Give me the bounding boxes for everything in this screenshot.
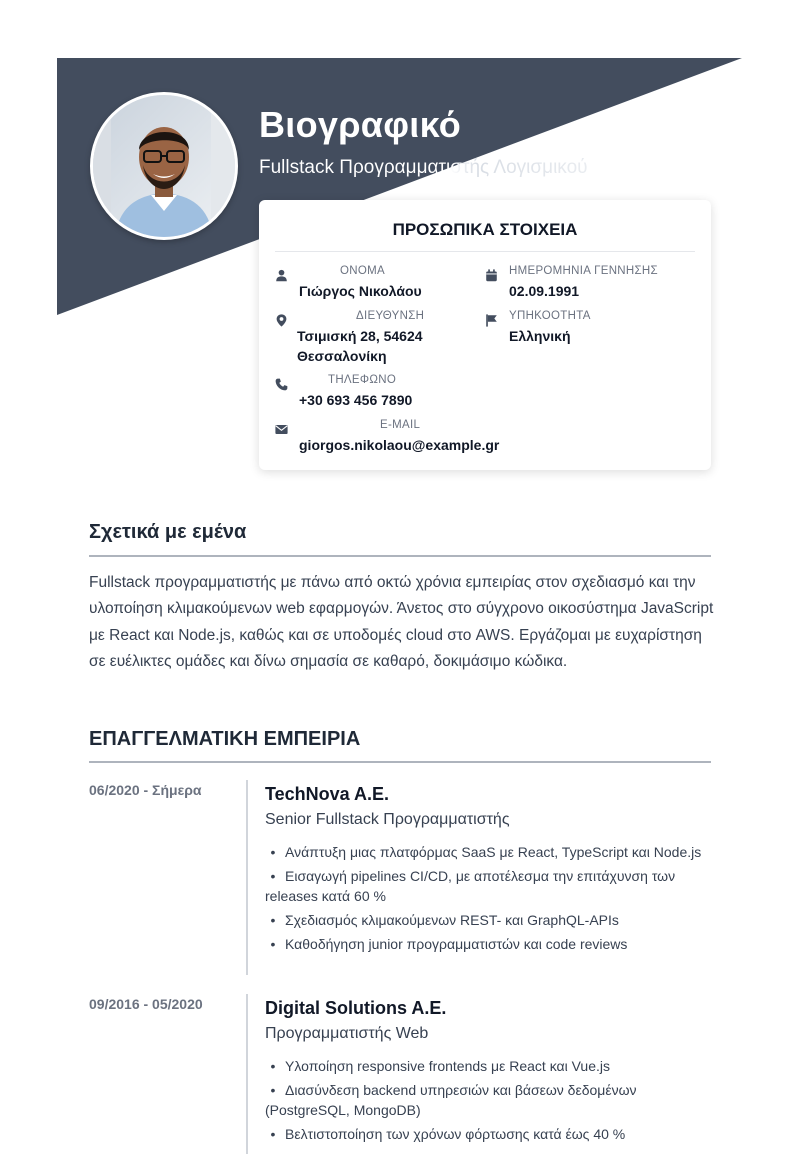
calendar-icon <box>485 269 498 282</box>
name-value: Γιώργος Νικολάου <box>299 283 422 299</box>
map-pin-icon <box>275 314 288 327</box>
email-value[interactable]: giorgos.nikolaou@example.gr <box>299 437 500 453</box>
job-company: Digital Solutions A.E. <box>265 998 447 1018</box>
email-label: E-MAIL <box>380 419 421 431</box>
list-item: • Υλοποίηση responsive frontends με React και Vue.js <box>270 1058 611 1074</box>
nationality-value: Ελληνική <box>509 328 571 344</box>
experience-heading: ΕΠΑΓΓΕΛΜΑΤΙΚΗ ΕΜΠΕΙΡΙΑ <box>89 728 361 750</box>
list-item: • Ανάπτυξη μιας πλατφόρμας SaaS με React, TypeScript και Node.js <box>270 844 702 860</box>
name-label: ΟΝΟΜΑ <box>340 265 385 277</box>
list-item: • Διασύνδεση backend υπηρεσιών και βάσεων δεδομένων (PostgreSQL, MongoDB) <box>265 1082 637 1118</box>
job-entry <box>89 994 711 1154</box>
list-item: • Βελτιστοποίηση των χρόνων φόρτωσης κατά έως 40 % <box>270 1126 626 1142</box>
job-period: 09/2016 - 05/2020 <box>89 996 203 1012</box>
about-text: Fullstack προγραμματιστής με πάνω από οκτώ χρόνια εμπειρίας στον σχεδιασμό και την υλοποίηση κλιμακούμενων web εφαρμογών. Άνετος στο σύγχρονο οικοσύστημα JavaScript με React και Node.js, καθώς και σε υποδομές cloud στο AWS. Εργάζομαι με ευχαρίστηση σε ευέλικτες ομάδες και δίνω σημασία σε καθαρό, δοκιμάσιμο κώδικα. <box>89 574 714 671</box>
personal-info-heading: ΠΡΟΣΩΠΙΚΑ ΣΤΟΙΧΕΙΑ <box>392 220 578 239</box>
phone-icon <box>275 378 288 391</box>
job-role: Senior Fullstack Προγραμματιστής <box>265 811 510 828</box>
experience-divider <box>89 761 711 763</box>
profile-photo <box>90 92 238 240</box>
job-company: TechNova A.E. <box>265 784 390 804</box>
flag-icon <box>485 314 498 327</box>
birthdate-label: ΗΜΕΡΟΜΗΝΙΑ ΓΕΝΝΗΣΗΣ <box>509 265 658 277</box>
list-item: • Καθοδήγηση junior προγραμματιστών και code reviews <box>270 936 628 952</box>
page-title: Βιογραφικό <box>259 104 462 145</box>
phone-value[interactable]: +30 693 456 7890 <box>299 392 413 408</box>
birthdate-value: 02.09.1991 <box>509 283 580 299</box>
envelope-icon <box>275 423 288 436</box>
about-heading: Σχετικά με εμένα <box>89 521 247 543</box>
address-line1: Τσιμισκή 28, 54624 <box>297 328 423 344</box>
card-divider <box>275 251 695 252</box>
phone-label: ΤΗΛΕΦΩΝΟ <box>328 374 397 386</box>
job-bullets <box>265 1056 711 1148</box>
list-item: • Εισαγωγή pipelines CI/CD, με αποτέλεσμα την επιτάχυνση των releases κατά 60 % <box>265 868 676 904</box>
nationality-label: ΥΠΗΚΟΟΤΗΤΑ <box>509 310 591 322</box>
personal-info-card <box>259 200 711 470</box>
job-role: Προγραμματιστής Web <box>265 1025 429 1042</box>
user-icon <box>275 269 288 282</box>
job-bullets <box>265 842 711 958</box>
timeline-line <box>246 994 248 1154</box>
job-period: 06/2020 - Σήμερα <box>89 782 202 798</box>
address-line2: Θεσσαλονίκη <box>297 348 387 364</box>
timeline-line <box>246 780 248 975</box>
list-item: • Σχεδιασμός κλιμακούμενων REST- και GraphQL-APIs <box>270 912 619 928</box>
address-label: ΔΙΕΥΘΥΝΣΗ <box>356 310 425 322</box>
page-subtitle: Fullstack Προγραμματιστής Λογισμικού <box>259 157 588 178</box>
about-divider <box>89 555 711 557</box>
job-entry <box>89 780 711 975</box>
